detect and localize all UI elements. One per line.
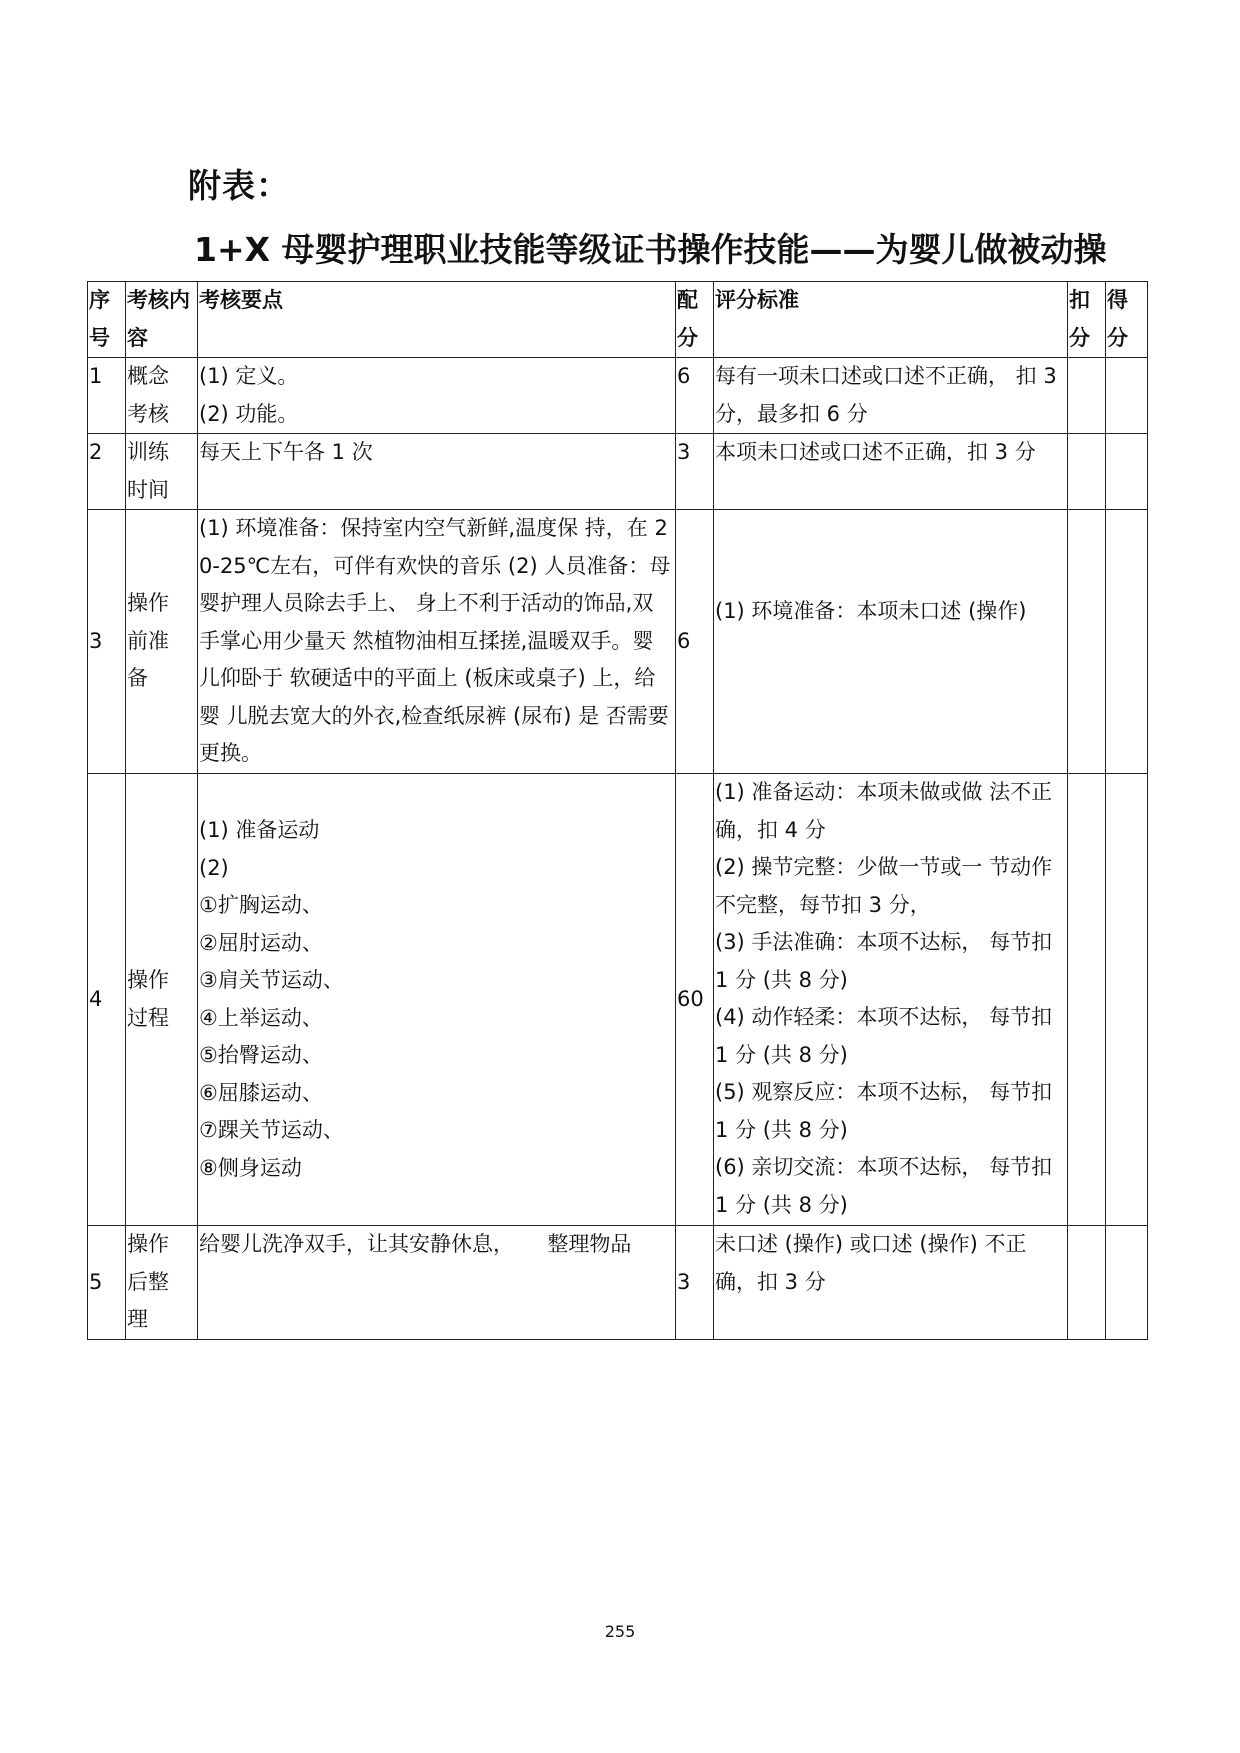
header-item: 考核内容 [126,282,198,358]
row-score: 60 [676,774,714,1226]
header-score: 配分 [676,282,714,358]
row-deduct-cell [1068,434,1106,510]
row-points-line: ③肩关节运动、 [199,968,344,992]
row-criteria-line: (3) 手法准确：本项不达标， 每节扣 1 分 (共 8 分) [715,930,1053,992]
header-criteria: 评分标准 [714,282,1068,358]
table-row [88,774,1148,1226]
header-points: 考核要点 [198,282,676,358]
row-deduct-cell [1068,510,1106,774]
row-seq: 4 [88,774,126,1226]
row-score: 3 [676,434,714,510]
row-item-line: 前准 [127,628,169,653]
row-criteria-line: (6) 亲切交流：本项不达标， 每节扣 1 分 (共 8 分) [715,1155,1053,1217]
row-deduct-cell [1068,774,1106,1226]
row-points [198,510,676,774]
row-points-line: (1) 定义。 [199,364,299,388]
row-seq: 5 [88,1226,126,1340]
table-row [88,434,1148,510]
row-seq: 1 [88,358,126,434]
row-got-cell [1106,774,1148,1226]
table-row [88,1226,1148,1340]
row-points-line: ⑦踝关节运动、 [199,1118,344,1142]
row-score: 6 [676,358,714,434]
row-deduct-cell [1068,358,1106,434]
row-points-line: ⑧侧身运动 [199,1155,302,1180]
row-points-line: ⑥屈膝运动、 [199,1080,323,1105]
row-points-line: 每天上下午各 1 次 [199,440,373,464]
row-criteria [714,774,1068,1226]
row-got-cell [1106,1226,1148,1340]
row-points-line: (1) 环境准备：保持室内空气新鲜,温度保 持，在 20-25℃左右，可伴有欢快的音乐 (2) 人员准备：母婴护理人员除去手上、 身上不利于活动的饰品,双手掌心用少量天 然植物油相互揉搓,温暖双手。婴儿仰卧于 软硬适中的平面上 (板床或桌子) 上，给婴 儿脱去宽大的外衣,检查纸尿裤 (尿布) 是 否需要更换。 [199,516,671,765]
row-criteria-line: 分，最多扣 6 分 [715,401,868,426]
row-points-line: ⑤抬臀运动、 [199,1043,323,1067]
table-row [88,358,1148,434]
row-criteria [714,510,1068,774]
row-points-line: ④上举运动、 [199,1005,323,1030]
document-title: 1+X 母婴护理职业技能等级证书操作技能——为婴儿做被动操 [194,230,1107,269]
row-got-cell [1106,510,1148,774]
row-got-cell [1106,434,1148,510]
row-item [126,510,198,774]
row-criteria-line: (5) 观察反应：本项不达标， 每节扣 1 分 (共 8 分) [715,1080,1053,1142]
row-criteria-line: 每有一项未口述或口述不正确， 扣 3 [715,364,1057,388]
row-item-line: 考核 [127,401,169,426]
row-item-line: 后整 [127,1269,169,1294]
row-item-line: 操作 [127,1232,169,1256]
row-score: 3 [676,1226,714,1340]
row-criteria-line: 本项未口述或口述不正确，扣 3 分 [715,440,1036,464]
row-points [198,774,676,1226]
row-points [198,358,676,434]
row-seq: 2 [88,434,126,510]
row-item [126,774,198,1226]
row-got-cell [1106,358,1148,434]
header-got: 得分 [1106,282,1148,358]
row-item-line: 训练 [127,440,169,464]
row-item [126,358,198,434]
row-deduct-cell [1068,1226,1106,1340]
page-number: 255 [604,1622,636,1641]
row-item-line: 时间 [127,477,169,502]
row-item-line: 理 [127,1307,148,1331]
row-criteria-line: 未口述 (操作) 或口述 (操作) 不正确，扣 3 分 [715,1232,1027,1294]
row-points-line: (2) 功能。 [199,401,299,426]
row-points-line: ②屈肘运动、 [199,930,323,955]
row-criteria [714,358,1068,434]
row-criteria-line: (1) 准备运动：本项未做或做 法不正确，扣 4 分 [715,780,1053,842]
row-criteria-line: (2) 操节完整：少做一节或一 节动作不完整，每节扣 3 分， [715,855,1053,917]
row-seq: 3 [88,510,126,774]
row-item [126,434,198,510]
row-item-line: 操作 [127,591,169,616]
row-item-line: 过程 [127,1005,169,1030]
row-points-line: 给婴儿洗净双手，让其安静休息， 整理物品 [199,1232,632,1256]
row-criteria [714,434,1068,510]
row-criteria [714,1226,1068,1340]
scoring-table [87,281,1148,1340]
row-points-line: (1) 准备运动 [199,818,320,842]
row-points-line: ①扩胸运动、 [199,893,323,917]
table-row [88,510,1148,774]
row-criteria-line: (4) 动作轻柔：本项不达标， 每节扣 1 分 (共 8 分) [715,1005,1053,1067]
table-header-row [88,282,1148,358]
row-points [198,1226,676,1340]
row-item-line: 备 [127,666,148,691]
header-deduct: 扣分 [1068,282,1106,358]
row-points-line: (2) [199,855,229,880]
row-points [198,434,676,510]
row-item [126,1226,198,1340]
header-seq: 序号 [88,282,126,358]
row-criteria-line: (1) 环境准备：本项未口述 (操作) [715,598,1027,623]
row-score: 6 [676,510,714,774]
row-item-line: 操作 [127,968,169,992]
row-item-line: 概念 [127,364,169,388]
appendix-label: 附表： [188,166,290,205]
